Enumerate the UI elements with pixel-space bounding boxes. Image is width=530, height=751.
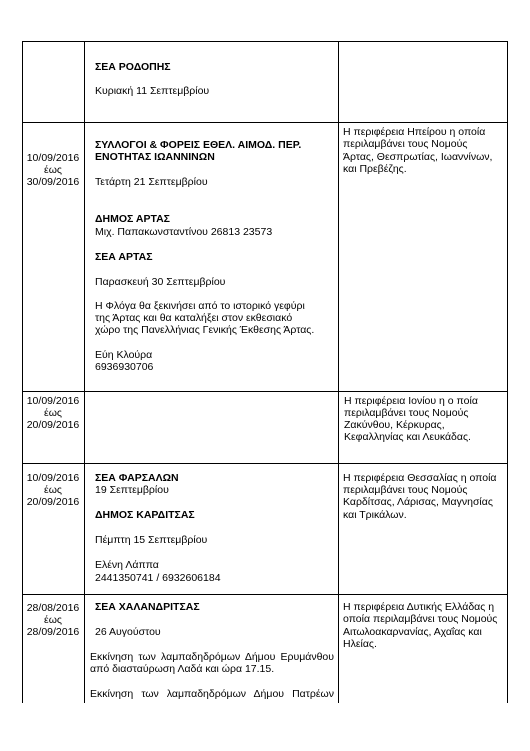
region-text: οποία περιλαμβάνει τους Νομούς (343, 613, 498, 625)
date-separator: έως (44, 614, 62, 626)
event-description: Εκκίνηση των λαμπαδηδρόμων Δήμου Πατρέων (90, 688, 334, 700)
organizer-name: ΣΕΑ ΡΟΔΟΠΗΣ (95, 61, 171, 73)
contact-phone: 2441350741 / 6932606184 (95, 572, 221, 584)
date-separator: έως (44, 164, 62, 176)
region-text: Άρτας, Θεσπρωτίας, Ιωαννίνων, (343, 151, 493, 163)
event-date: 19 Σεπτεμβρίου (95, 484, 169, 496)
region-text: περιλαμβάνει τους Νομούς (344, 407, 469, 419)
event-date: Τετάρτη 21 Σεπτεμβρίου (95, 176, 208, 188)
contact-info: Μιχ. Παπακωνσταντίνου 26813 23573 (95, 226, 273, 238)
date-from: 10/09/2016 (26, 472, 80, 484)
contact-name: Εύη Κλούρα (95, 349, 153, 361)
event-description: Εκκίνηση των λαμπαδηδρόμων Δήμου Ερυμάνθου από διασταύρωση Λαδά και ώρα 17.15. (90, 651, 334, 675)
region-text: Η περιφέρεια Θεσσαλίας η οποία (343, 472, 497, 484)
organizer-name: ΣΥΛΛΟΓΟΙ & ΦΟΡΕΙΣ ΕΘΕΛ. ΑΙΜΟΔ. ΠΕΡ. (95, 139, 302, 151)
event-date: Παρασκευή 30 Σεπτεμβρίου (95, 276, 226, 288)
event-description: χώρο της Πανελλήνιας Γενικής Έκθεσης Άρτας. (95, 324, 315, 336)
organizer-name: ΣΕΑ ΦΑΡΣΑΛΩΝ (95, 472, 179, 484)
organizer-name: ΔΗΜΟΣ ΑΡΤΑΣ (95, 213, 170, 225)
organizer-name: ΣΕΑ ΑΡΤΑΣ (95, 251, 153, 263)
region-text: Καρδίτσας, Λάρισας, Μαγνησίας (343, 496, 493, 508)
date-from: 10/09/2016 (26, 395, 80, 407)
row-divider (22, 463, 508, 464)
date-to: 30/09/2016 (26, 176, 80, 188)
region-text: και Πρεβέζης. (343, 163, 407, 175)
date-to: 20/09/2016 (26, 496, 80, 508)
region-text: Ζακύνθου, Κέρκυρας, (344, 419, 445, 431)
organizer-name: ΕΝΟΤΗΤΑΣ ΙΩΑΝΝΙΝΩΝ (95, 151, 215, 163)
region-text: περιλαμβάνει τους Νομούς (343, 138, 468, 150)
column-divider-region (338, 41, 339, 703)
date-to: 20/09/2016 (26, 419, 80, 431)
organizer-name: ΔΗΜΟΣ ΚΑΡΔΙΤΣΑΣ (95, 509, 195, 521)
event-description: Η Φλόγα θα ξεκινήσει από το ιστορικό γεφύρι (95, 300, 305, 312)
region-text: Αιτωλοακαρνανίας, Αχαΐας και (343, 626, 482, 638)
event-date: Κυριακή 11 Σεπτεμβρίου (95, 85, 210, 97)
region-text: Η περιφέρεια Δυτικής Ελλάδας η (343, 601, 495, 613)
date-to: 28/09/2016 (26, 626, 80, 638)
date-from: 10/09/2016 (26, 152, 80, 164)
column-divider-date (84, 41, 85, 703)
event-date: 26 Αυγούστου (95, 626, 161, 638)
region-text: Η περιφέρεια Ιονίου η ο ποία (344, 395, 478, 407)
event-date: Πέμπτη 15 Σεπτεμβρίου (95, 534, 208, 546)
region-text: Η περιφέρεια Ηπείρου η οποία (343, 126, 486, 138)
contact-name: Ελένη Λάππα (95, 559, 159, 571)
row-divider (22, 391, 508, 392)
region-text: Κεφαλληνίας και Λευκάδας. (344, 431, 471, 443)
region-text: και Τρικάλων. (343, 509, 407, 521)
contact-phone: 6936930706 (95, 361, 154, 373)
row-divider (22, 122, 508, 123)
region-text: περιλαμβάνει τους Νομούς (343, 484, 468, 496)
date-separator: έως (44, 484, 62, 496)
event-description: της Άρτας και θα καταλήξει στον εκθεσιακό (95, 312, 293, 324)
region-text: Ηλείας. (343, 638, 377, 650)
row-divider (22, 594, 508, 595)
date-separator: έως (44, 407, 62, 419)
date-from: 28/08/2016 (26, 602, 80, 614)
organizer-name: ΣΕΑ ΧΑΛΑΝΔΡΙΤΣΑΣ (95, 601, 200, 613)
